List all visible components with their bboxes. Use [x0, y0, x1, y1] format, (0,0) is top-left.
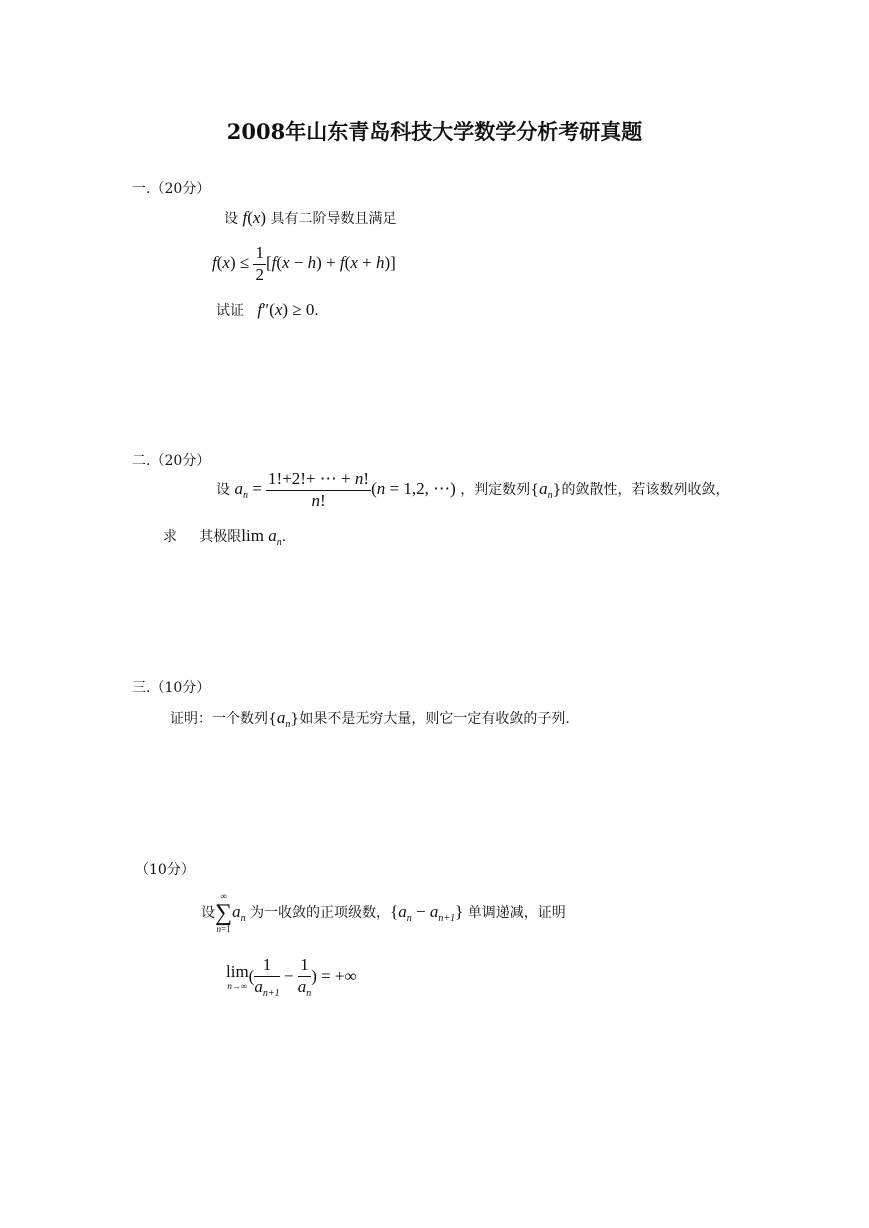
q4-lim-op: lim n→∞ [226, 962, 249, 991]
q4-pre: 设 [201, 905, 215, 921]
q4-post: 单调递减，证明 [467, 905, 566, 921]
q2-post: }的敛散性，若该数列收敛， [552, 482, 730, 499]
q2-line2 [163, 526, 286, 548]
q2-header: 二.（20分） [132, 453, 211, 469]
q2-limit: $\lim a_n$ [241, 526, 282, 548]
q4-frac1: $\frac{1}{a_{n+1}}$ [254, 955, 280, 999]
q3-header: 三.（10分） [132, 680, 211, 696]
q1-second-derivative: f″(x) ≥ 0 [257, 300, 315, 319]
q2-formula: $a_n$ = $\frac{1!+2!+ \cdots + n!}{n!}$ (n = 1,2, ⋯) [234, 469, 456, 510]
q2-line2-b: 其极限 [199, 529, 242, 545]
q1-inequality: f(x) ≤ $\frac{1}{2}$ [f(x − h) + f(x + h)] [212, 243, 396, 284]
q1-fx: f(x) [242, 208, 267, 227]
q3-post: }如果不是无穷大量，则它一定有收敛的子列. [290, 711, 570, 727]
q2-fraction: $\frac{1!+2!+ \cdots + n!}{n!}$ [268, 469, 370, 510]
q2-an: $a_n$ [539, 479, 553, 502]
q3-an: $a_n$ [276, 708, 291, 730]
q4-frac2: $\frac{1}{a_n}$ [297, 955, 312, 999]
q2-line2-a: 求 [163, 529, 177, 545]
q3-pre: 证明：一个数列{ [170, 711, 277, 727]
q4-mid: 为一收敛的正项级数， [250, 905, 391, 921]
q1-half: $\frac{1}{2}$ [255, 243, 264, 284]
q4-diff: $\{a_n - a_{n+1}\}$ [390, 902, 464, 924]
q1-prove-tail: . [314, 303, 319, 319]
q1-intro-post: 具有二阶导数且满足 [270, 211, 397, 227]
q2-line2-tail: . [281, 529, 287, 545]
q4-an: $a_n$ [232, 902, 246, 924]
q1-intro-pre: 设 [224, 211, 238, 227]
q2-pre: 设 [216, 482, 230, 499]
q2-line1 [216, 470, 730, 510]
page-title: 2008年山东青岛科技大学数学分析考研真题 [226, 119, 643, 144]
q4-line1 [201, 892, 566, 934]
q1-prove [216, 300, 319, 320]
q4-header: （10分） [135, 862, 195, 878]
q4-limit: lim n→∞ ( $\frac{1}{a_{n+1}}$ − $\frac{1}{a_n}$ ) = +∞ [226, 955, 357, 999]
q1-header: 一.（20分） [132, 181, 211, 197]
q3-statement [170, 708, 570, 730]
q1-intro [224, 208, 397, 228]
q2-mid: ，判定数列{ [460, 482, 540, 499]
q4-sum: ∞ ∑ n=1 [215, 891, 233, 934]
q1-prove-label: 试证 [216, 303, 244, 319]
